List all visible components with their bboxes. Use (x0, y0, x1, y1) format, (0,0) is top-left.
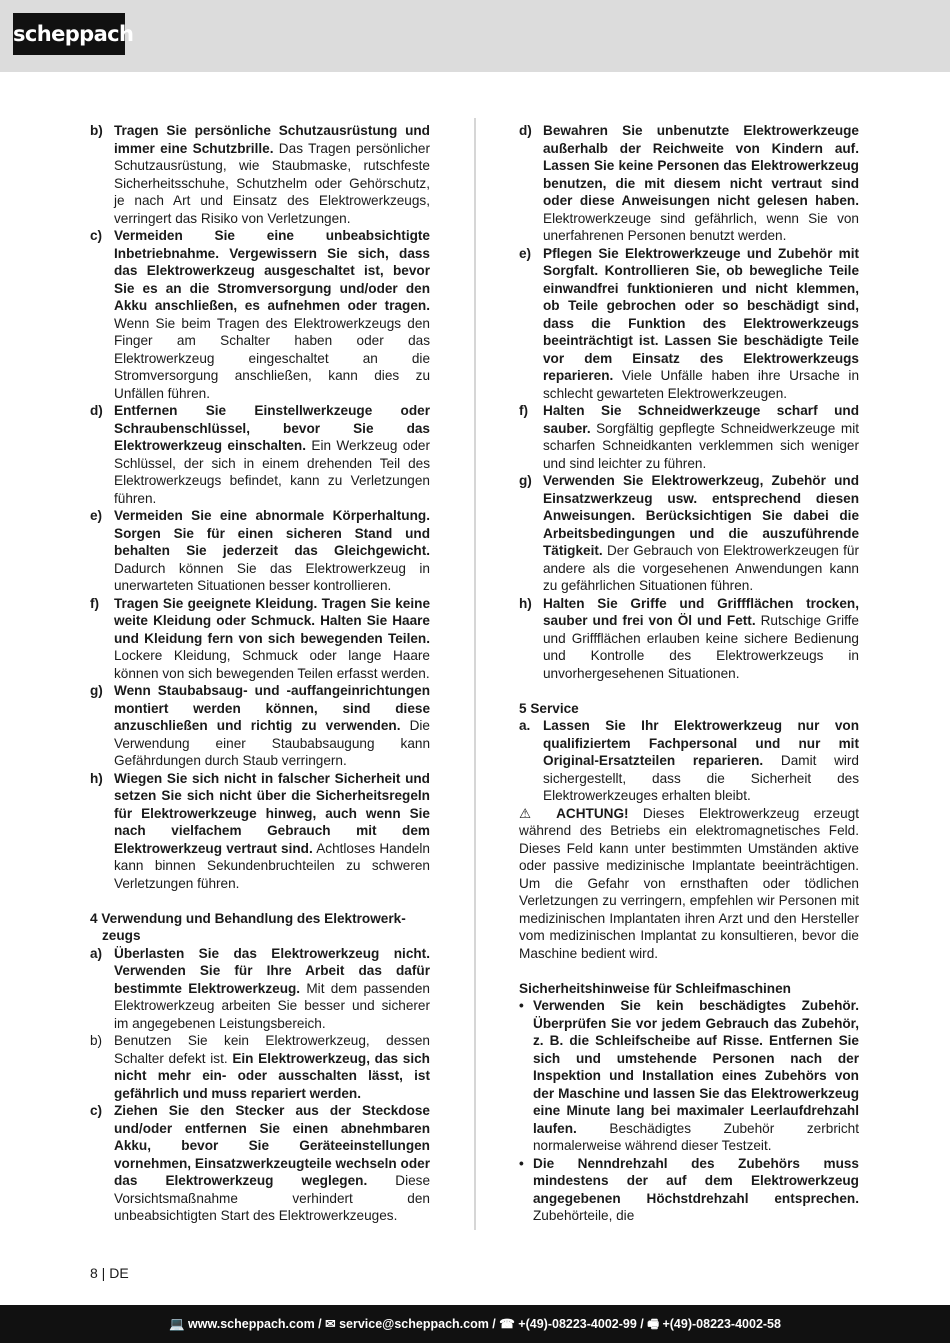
item-marker: a. (519, 718, 531, 733)
item-normal: Mit dem passenden Elektrowerkzeug arbeiten Sie besser und sicherer im angegebenen Leistungsbereich. (114, 980, 430, 1031)
list-item (519, 402, 859, 472)
item-marker: h) (519, 595, 532, 611)
item-bold: Halten Sie Griffe und Griffflächen trocken, sauber und frei von Öl und Fett. (543, 595, 859, 628)
item-normal: Elektrowerkzeuge sind gefährlich, wenn Sie von unerfahrenen Personen benutzt werden. (543, 210, 859, 243)
list-item (90, 770, 430, 893)
warning-text: Dieses Elektrowerkzeug erzeugt während des Betriebs ein elektromagnetisches Feld. Dieses Feld kann unter bestimmten Umständen aktive oder passive medizinische Implantate beeinträchtigen. Um die Gefahr von ernsthaften oder tödlichen Verletzungen zu verringern, empfehlen wir Personen mit medizinischen Implantaten ihren Arzt und den Hersteller vom medizinischen Implantat zu konsultieren, bevor die Maschine bedient wird. (519, 805, 859, 961)
bullet-marker: • (519, 998, 524, 1013)
list-item (519, 122, 859, 245)
spacer (519, 962, 859, 980)
item-text (533, 997, 859, 1155)
column-divider (474, 118, 476, 1230)
item-marker: e) (519, 245, 532, 261)
item-normal: Viele Unfälle haben ihre Ursache in schlecht gewarteten Elektrowerkzeugen. (543, 368, 859, 401)
footer-contact: 💻 www.scheppach.com / ✉ service@scheppach.com / ☎ +(49)-08223-4002-99 / 🖷 +(49)-08223-4002-58 (169, 1317, 781, 1331)
service-heading: 5 Service (519, 700, 579, 716)
item-text (114, 945, 430, 1033)
item-normal: Sorgfältig gepflegte Schneidwerkzeuge mit scharfen Schneidkanten verklemmen sich weniger und sind leichter zu führen. (543, 420, 859, 471)
list-item (90, 507, 430, 595)
item-normal: Ein Werkzeug oder Schlüssel, der sich in einem drehenden Teil des Elektrowerkzeugs befindet, kann zu Verletzungen führen. (114, 438, 430, 506)
item-text (114, 682, 430, 770)
list-item (90, 402, 430, 507)
item-normal: Dadurch können Sie das Elektrowerkzeug in unerwarteten Situationen besser kontrollieren. (114, 560, 430, 593)
item-text (114, 595, 430, 683)
list-item (90, 227, 430, 402)
item-text (543, 402, 859, 472)
item-marker: f) (519, 403, 529, 418)
right-column (519, 122, 859, 1225)
list-item (90, 945, 430, 1033)
item-marker: g) (90, 683, 103, 698)
list-item (90, 122, 430, 227)
list-item (519, 595, 859, 683)
item-marker: d) (90, 403, 103, 418)
page-number: 8 | DE (90, 1265, 129, 1281)
spacer (90, 892, 430, 910)
item-marker: c) (90, 228, 103, 243)
bullet-marker: • (519, 1155, 524, 1171)
item-normal: Benutzen Sie kein Elektrowerkzeug, dessen Schalter defekt ist. (114, 1033, 430, 1066)
item-normal: Die Verwendung einer Staubabsaugung kann Gefährdungen durch Staub verringern. (114, 718, 430, 768)
bullet-item (519, 1155, 859, 1225)
page-header (0, 0, 950, 72)
item-bold: Tragen Sie geeignete Kleidung. Tragen Sie keine weite Kleidung oder Schmuck. Halten Sie Haare und Kleidung fern von sich bewegenden Teilen. (114, 595, 430, 646)
list-item (90, 1032, 430, 1102)
item-bold: Bewahren Sie unbenutzte Elektrowerkzeuge außerhalb der Reichweite von Kindern auf. Lassen Sie keine Personen das Elektrowerkzeug benutzen, die mit diesem nicht vertraut sind oder diese Anweisungen nicht gelesen haben. (543, 123, 859, 208)
item-marker: d) (519, 123, 532, 138)
item-bold: Verwenden Sie kein beschädigtes Zubehör. Überprüfen Sie vor jedem Gebrauch das Zubehör, z. B. die Schleifscheibe auf Risse. Entfernen Sie sich und umstehende Personen nach der Inspektion und Installation eines Zubehörs von der Maschine und lassen Sie das Elektrowerkzeug eine Minute lang bei maximaler Leerlaufdrehzahl laufen. (533, 998, 859, 1136)
item-text (543, 595, 859, 683)
item-text (114, 1102, 430, 1225)
item-bold: Wiegen Sie sich nicht in falscher Sicherheit und setzen Sie sich nicht über die Sicherheitsregeln für Elektrowerkzeuge hinweg, auch wenn Sie nach vielfachem Gebrauch mit dem Elektrowerkzeug vertraut sind. (114, 770, 430, 856)
item-bold: Verwenden Sie Elektrowerkzeug, Zubehör und Einsatzwerkzeug usw. entsprechend diesen Anweisungen. Berücksichtigen Sie dabei die Arbeitsbedingungen und die auszuführende Tätigkeit. (543, 473, 859, 558)
list-item (519, 472, 859, 595)
item-bold: Ein Elektrowerkzeug, das sich nicht mehr ein- oder ausschalten lässt, ist gefährlich und muss repariert werden. (114, 1050, 430, 1101)
item-bold: Vermeiden Sie eine unbeabsichtigte Inbetriebnahme. Vergewissern Sie sich, dass das Elektrowerkzeug ausgeschaltet ist, bevor Sie es an die Stromversorgung und/oder den Akku anschließen, es aufnehmen oder tragen. (114, 228, 430, 313)
item-marker: b) (90, 1033, 103, 1048)
item-text (114, 1032, 430, 1102)
bullet-item (519, 997, 859, 1155)
item-bold: Überlasten Sie das Elektrowerkzeug nicht. Verwenden Sie für Ihre Arbeit das dafür bestimmte Elektrowerkzeug. (114, 945, 430, 996)
item-marker: b) (90, 123, 103, 138)
item-text (533, 1155, 859, 1225)
item-bold: Vermeiden Sie eine abnormale Körperhaltung. Sorgen Sie für einen sicheren Stand und behalten Sie jederzeit das Gleichgewicht. (114, 508, 430, 558)
item-marker: f) (90, 595, 100, 611)
item-marker: c) (90, 1103, 103, 1118)
list-item (519, 717, 859, 805)
item-text (114, 227, 430, 402)
item-marker: e) (90, 508, 103, 523)
item-normal: Achtloses Handeln kann binnen Sekundenbruchteilen zu schweren Verletzungen führen. (114, 840, 430, 891)
item-text (543, 472, 859, 595)
item-text (543, 717, 859, 805)
item-marker: a) (90, 945, 103, 961)
item-normal: Rutschige Griffe und Griffflächen erlauben keine sichere Bedienung und Kontrolle des Elektrowerkzeugs in unvorhergesehenen Situationen. (543, 613, 859, 681)
grinder-heading: Sicherheitshinweise für Schleifmaschinen (519, 980, 791, 996)
item-text (114, 770, 430, 893)
left-column (90, 122, 430, 1225)
warning-icon: ⚠ (519, 805, 542, 821)
item-bold: Wenn Staubabsaug- und -auffangeinrichtungen montiert werden können, sind diese anzuschließen und richtig zu verwenden. (114, 683, 430, 733)
list-item (519, 245, 859, 403)
item-normal: Der Gebrauch von Elektrowerkzeugen für andere als die vorgesehenen Anwendungen kann zu gefährlichen Situationen führen. (543, 543, 859, 593)
item-text (114, 402, 430, 507)
item-text (114, 122, 430, 227)
item-normal: Diese Vorsichtsmaßnahme verhindert den unbeabsichtigten Start des Elektrowerkzeuges. (114, 1173, 431, 1223)
list-item (90, 1102, 430, 1225)
list-item (90, 595, 430, 683)
item-text (543, 122, 859, 245)
scheppach-logo: scheppach (13, 13, 125, 55)
item-normal: Damit wird sichergestellt, dass die Sicherheit des Elektrowerkzeuges erhalten bleibt. (543, 753, 859, 803)
item-bold: Tragen Sie persönliche Schutzausrüstung und immer eine Schutzbrille. (114, 123, 430, 156)
item-text (543, 245, 859, 403)
item-bold: Halten Sie Schneidwerkzeuge scharf und sauber. (543, 403, 859, 436)
section-4-heading-line1: 4 Verwendung und Behandlung des Elektrowerk- (90, 910, 406, 926)
warning-paragraph (519, 805, 859, 963)
item-normal: Zubehörteile, die (533, 1208, 635, 1223)
item-bold: Ziehen Sie den Stecker aus der Steckdose und/oder entfernen Sie einen abnehmbaren Akku, bevor Sie Geräteeinstellungen vornehmen, Einsatzwerkzeugteile wechseln oder das Elektrowerkzeug weglegen. (114, 1103, 430, 1188)
item-normal: Wenn Sie beim Tragen des Elektrowerkzeugs den Finger am Schalter haben oder das Elektrowerkzeug eingeschaltet an die Stromversorgung anschließen, kann dies zu Unfällen führen. (114, 315, 430, 401)
item-bold: Pflegen Sie Elektrowerkzeuge und Zubehör mit Sorgfalt. Kontrollieren Sie, ob bewegliche Teile einwandfrei funktionieren und nicht klemmen, ob Teile gebrochen oder so beschädigt sind, dass die Funktion des Elektrowerkzeugs beeinträchtigt ist. Lassen Sie beschädigte Teile vor dem Einsatz des Elektrowerkzeugs reparieren. (543, 245, 859, 383)
item-marker: g) (519, 473, 532, 488)
section-4-heading (90, 910, 430, 945)
spacer (519, 682, 859, 700)
item-marker: h) (90, 770, 103, 786)
page-footer (0, 1305, 950, 1343)
left-items (90, 122, 430, 892)
item-normal: Lockere Kleidung, Schmuck oder lange Haare können von sich bewegenden Teilen erfasst werden. (114, 648, 430, 681)
right-items (519, 122, 859, 682)
item-bold: Die Nenndrehzahl des Zubehörs muss mindestens der auf dem Elektrowerkzeug angegebenen Höchstdrehzahl entsprechen. (533, 1155, 859, 1206)
item-text (114, 507, 430, 595)
list-item (90, 682, 430, 770)
item-bold: Entfernen Sie Einstellwerkzeuge oder Schraubenschlüssel, bevor Sie das Elektrowerkzeug einschalten. (114, 403, 430, 453)
item-normal: Das Tragen persönlicher Schutzausrüstung, wie Staubmaske, rutschfeste Sicherheitsschuhe, Schutzhelm oder Gehörschutz, je nach Art und Einsatz des Elektrowerkzeugs, verringert das Risiko von Verletzungen. (114, 140, 431, 226)
section-4-heading-line2: zeugs (102, 928, 141, 943)
item-bold: Lassen Sie Ihr Elektrowerkzeug nur von qualifiziertem Fachpersonal und nur mit Original-Ersatzteilen reparieren. (543, 718, 859, 768)
item-normal: Beschädigtes Zubehör zerbricht normalerweise während dieser Testzeit. (533, 1120, 859, 1153)
warning-label: ACHTUNG! (556, 805, 629, 821)
